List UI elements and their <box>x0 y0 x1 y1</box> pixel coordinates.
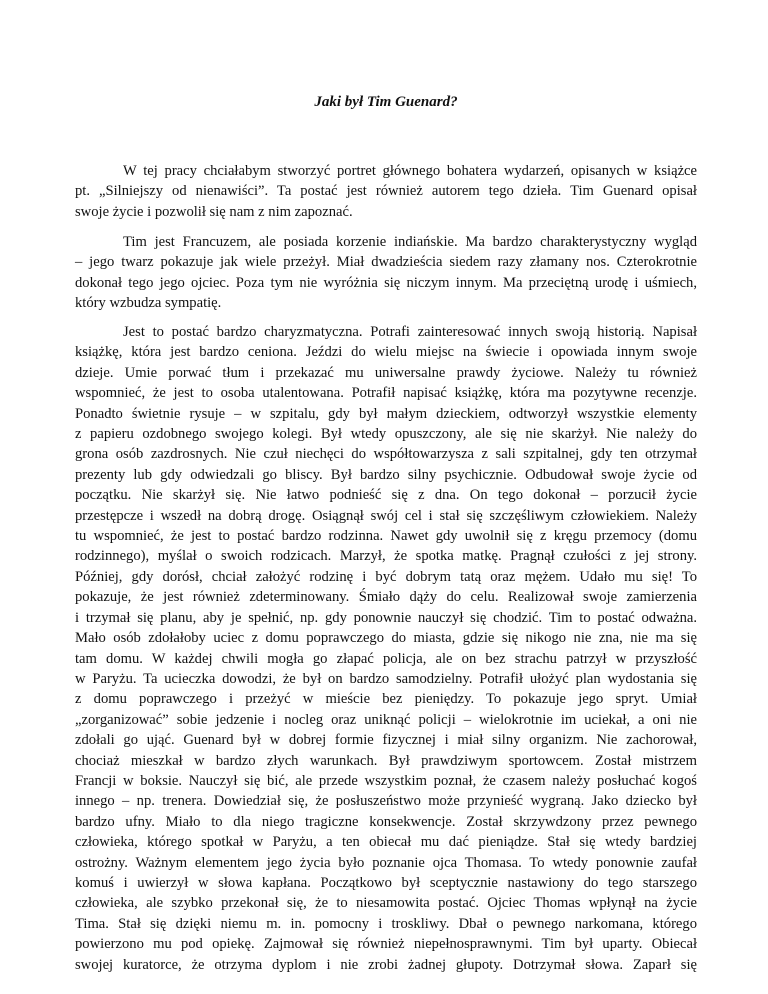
document-title: Jaki był Tim Guenard? <box>314 94 458 110</box>
paragraph-line: bardzo ufny. Miało to dla niego tragiczne konsekwencje. Został skrzywdzony przez pewnego <box>75 813 697 830</box>
paragraph-line: „zorganizować” sobie jedzenie i nocleg oraz uniknąć policji – wielokrotnie im uciekał, a oni nie <box>75 711 697 728</box>
paragraph-character <box>75 322 697 975</box>
paragraph-line: tu wspomnieć, że jest to postać bardzo rodzinna. Nawet gdy uwolnił się z kręgu przemocy (domu <box>75 528 697 545</box>
paragraph-line: ostrożny. Ważnym elementem jego życia było poznanie ojca Thomasa. To wtedy ponownie zaufał <box>75 854 697 871</box>
paragraph-line: powierzono mu pod opiekę. Zajmował się również niepełnosprawnymi. Tim był uparty. Obiecał <box>75 936 697 953</box>
paragraph-appearance <box>75 232 697 314</box>
paragraph-line: przestępcze i wszedł na dobrą drogę. Osiągnął swój cel i stał się szczęśliwym człowiekiem. Należy <box>75 507 697 524</box>
paragraph-line: początku. Nie skarżył się. Nie łatwo podnieść się z dna. On tego dokonał – porzucił życie <box>75 487 697 504</box>
paragraph-line: i trzymał się planu, aby je spełnić, np. gdy ponownie nauczył się chodzić. Tim to postać odważna. <box>75 609 697 626</box>
paragraph-line: swoje życie i pozwolił się nam z nim zapoznać. <box>75 203 353 220</box>
paragraph-line: Mało osób zdołałoby uciec z domu poprawczego do miasta, gdzie się nikogo nie zna, nie ma się <box>75 630 697 647</box>
paragraph-line: Tima. Stał się dzięki niemu m. in. pomocny i troskliwy. Dbał o pewnego narkomana, którego <box>75 915 697 932</box>
paragraph-line: pt. „Silniejszy od nienawiści”. Ta postać jest również autorem tego dzieła. Tim Guenard opisał <box>75 183 697 200</box>
paragraph-line: prezenty lub gdy odwiedzali go bliscy. Był bardzo silny psychicznie. Odbudował swoje życie od <box>75 466 697 483</box>
paragraph-line: grona osób zazdrosnych. Nie czuł niechęci do współtowarzysza z sali szpitalnej, gdy ten otrzymał <box>75 446 697 463</box>
paragraph-line: chociaż mieszkał w bardzo złych warunkach. Był prawdziwym sportowcem. Został mistrzem <box>75 752 697 769</box>
paragraph-line: w Paryżu. Ta ucieczka dowodzi, że był on bardzo samodzielny. Potrafił ułożyć plan wydostania się <box>75 670 697 687</box>
paragraph-line: z domu poprawczego i przeżyć w mieście bez pieniędzy. To pokazuje jego spryt. Umiał <box>75 691 697 708</box>
paragraph-line: swojej kuratorce, że otrzyma dyplom i nie zrobi żadnej głupoty. Dotrzymał słowa. Zaparł się <box>75 956 697 973</box>
paragraph-line: innego – np. trenera. Dowiedział się, że posłuszeństwo może przynieść wygraną. Jako dziecko był <box>75 793 697 810</box>
paragraph-line: W tej pracy chciałabym stworzyć portret głównego bohatera wydarzeń, opisanych w książce <box>123 163 697 179</box>
paragraph-line: książkę, która jest bardzo ceniona. Jeździ do wielu miejsc na świecie i opowiada innym swoje <box>75 344 697 361</box>
paragraph-line: z papieru ozdobnego swojego kolegi. Był wtedy opuszczony, ale się nie skarżył. Nie należy do <box>75 426 697 443</box>
paragraph-line: dokonał tego jego ojciec. Poza tym nie wyróżnia się niczym innym. Ma przeciętną urodę i uśmiech, <box>75 274 697 291</box>
paragraph-line: Ponadto świetnie rysuje – w szpitalu, gdy był małym dzieckiem, odtworzył wszystkie elementy <box>75 405 697 422</box>
paragraph-line: Później, gdy dorósł, chciał założyć rodzinę i być dobrym tatą oraz mężem. Udało mu się! To <box>75 568 697 585</box>
paragraph-line: człowieka, którego spotkał w Paryżu, a ten obiecał mu dać pieniądze. Stał się wtedy bardziej <box>75 834 697 851</box>
paragraph-line: pokazuje, że jest również zdeterminowany. Śmiało dąży do celu. Realizował swoje zamierzenia <box>75 589 697 606</box>
paragraph-line: tam domu. W każdej chwili mogła go złapać policja, ale on bez strachu patrzył w przyszłość <box>75 650 697 667</box>
paragraph-line: który wzbudza sympatię. <box>75 295 222 312</box>
paragraph-line: rodzinnego), myślał o swoich rodzicach. Marzył, że spotka matkę. Pragnął czułości z jej strony. <box>75 548 697 565</box>
paragraph-line: – jego twarz pokazuje jak wiele przeżył. Miał dwadzieścia siedem razy złamany nos. Czterokrotnie <box>75 254 697 271</box>
paragraph-line: człowieka, ale szybko przekonał się, że to niesamowita postać. Ojciec Thomas wpłynął na życie <box>75 895 697 912</box>
paragraph-line: komuś i uwierzył w słowa kapłana. Początkowo był sceptycznie nastawiony do tego starszego <box>75 874 697 891</box>
paragraph-line: Francji w boksie. Nauczył się bić, ale przede wszystkim poznał, że czasem należy posłuchać kogoś <box>75 772 697 789</box>
paragraph-line: Jest to postać bardzo charyzmatyczna. Potrafi zainteresować innych swoją historią. Napisał <box>123 324 697 340</box>
paragraph-line: zdołali go ująć. Guenard był w dobrej formie fizycznej i miał silny organizm. Nie zachorował, <box>75 732 697 749</box>
paragraph-line: Tim jest Francuzem, ale posiada korzenie indiańskie. Ma bardzo charakterystyczny wygląd <box>123 234 697 250</box>
paragraph-line: wspomnieć, że jest to osoba utalentowana. Potrafił napisać książkę, która ma pozytywne recenzje. <box>75 385 697 402</box>
paragraph-intro <box>75 161 697 222</box>
paragraph-line: dzieje. Umie porwać tłum i przekazać mu uniwersalne prawdy życiowe. Należy tu również <box>75 364 697 381</box>
